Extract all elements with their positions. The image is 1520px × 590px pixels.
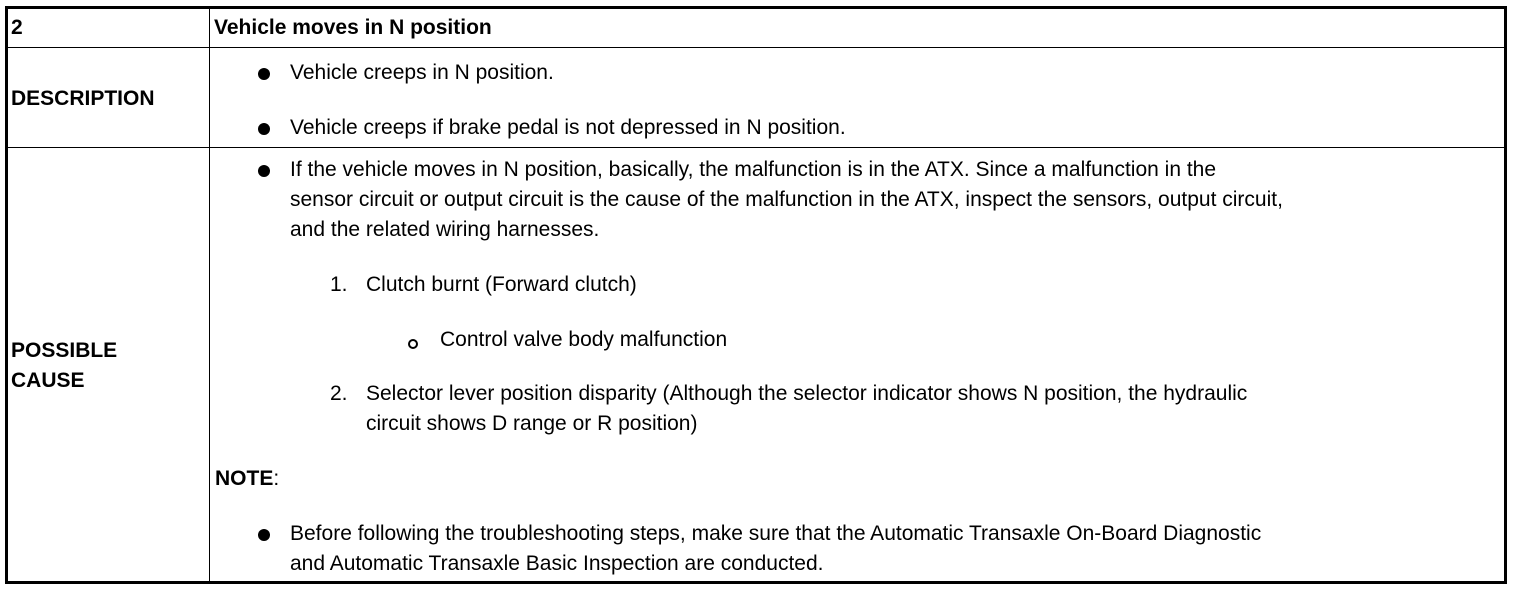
description-item: Vehicle creeps in N position. [290,61,554,84]
note-colon: : [273,467,280,490]
hollow-bullet-icon [408,339,418,349]
possible-cause-row [8,148,1504,581]
possible-cause-label-line2: CAUSE [11,369,85,392]
description-item: Vehicle creeps if brake pedal is not depressed in N position. [290,116,846,139]
cause-text-line: and the related wiring harnesses. [290,218,600,241]
header-row [8,9,1504,48]
possible-cause-label-line1: POSSIBLE [11,339,118,362]
list-number: 2. [330,382,348,405]
cause-text-line: If the vehicle moves in N position, basically, the malfunction is in the ATX. Since a malfunction in the [290,158,1217,181]
bullet-icon [258,529,270,541]
bullet-icon [258,123,270,135]
bullet-icon [258,68,270,80]
numbered-item-text: circuit shows D range or R position) [366,412,698,435]
troubleshooting-table [5,6,1507,584]
numbered-item-text: Clutch burnt (Forward clutch) [366,273,637,296]
note-label-text: NOTE [215,467,274,490]
step-title: Vehicle moves in N position [214,16,492,39]
description-row [8,48,1504,148]
note-text-line: and Automatic Transaxle Basic Inspection are conducted. [290,552,824,575]
bullet-icon [258,165,270,177]
note-label [215,464,279,494]
step-number: 2 [11,16,23,39]
sub-item-text: Control valve body malfunction [440,328,728,351]
note-text-line: Before following the troubleshooting steps, make sure that the Automatic Transaxle On-Board Diagnostic [290,522,1262,545]
cause-text-line: sensor circuit or output circuit is the cause of the malfunction in the ATX, inspect the sensors, output circuit, [290,188,1283,211]
description-label: DESCRIPTION [11,87,155,110]
list-number: 1. [330,273,348,296]
numbered-item-text: Selector lever position disparity (Although the selector indicator shows N position, the hydraulic [366,382,1248,405]
